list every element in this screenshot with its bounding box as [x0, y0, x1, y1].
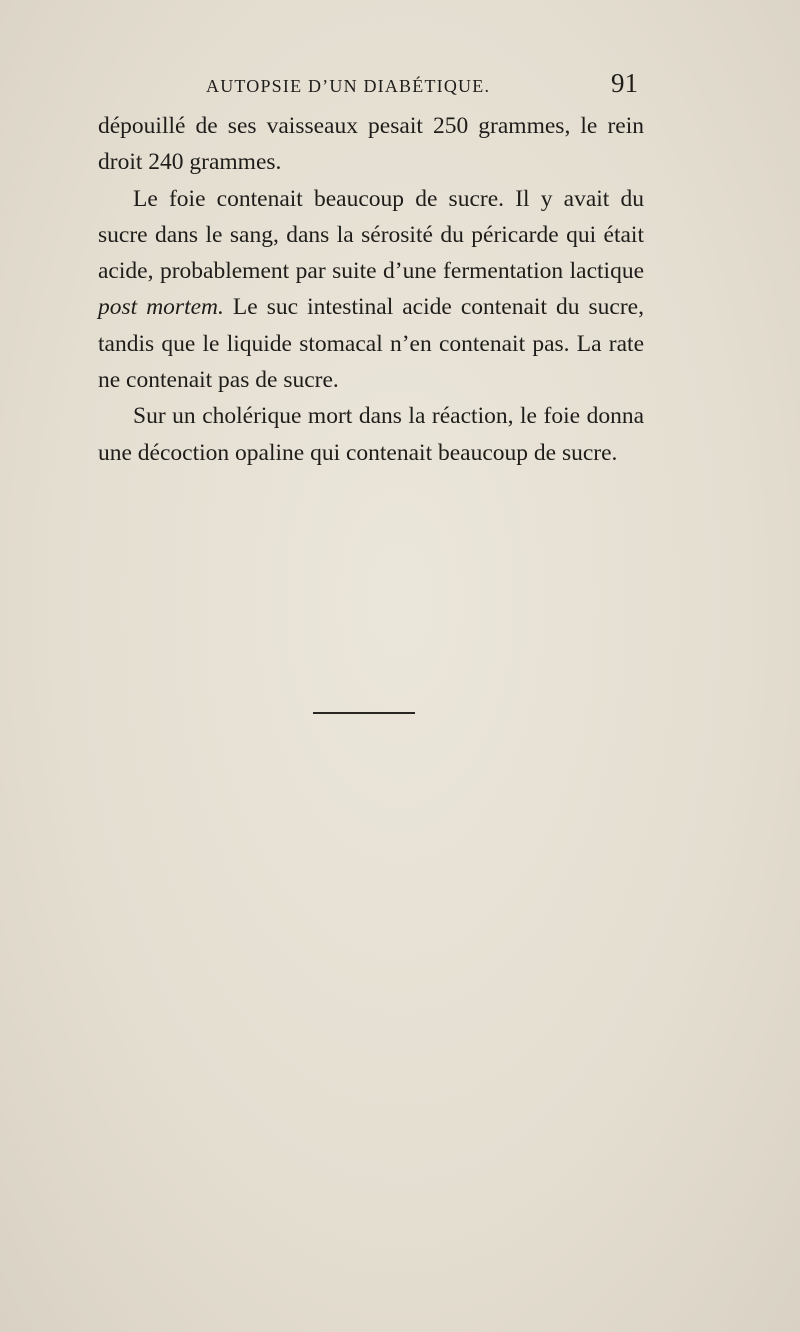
- paragraph-3: Sur un cholérique mort dans la réaction, le foie donna une décoction opaline qui contenait beaucoup de sucre.: [98, 403, 644, 466]
- paragraph-2-text-b: Le suc intestinal acide contenait du sucre, tandis que le liquide stomacal n’en contenait pas. La rate ne contenait pas de sucre.: [98, 294, 644, 394]
- page-header: [96, 68, 644, 104]
- page-number: 91: [611, 68, 638, 98]
- running-title: AUTOPSIE D’UN DIABÉTIQUE.: [206, 76, 491, 96]
- body-text: [98, 108, 644, 471]
- paragraph-1: dépouillé de ses vaisseaux pesait 250 grammes, le rein droit 240 grammes.: [98, 113, 644, 176]
- paragraph-2-italic: post mortem.: [98, 294, 224, 321]
- paragraph-2-text-a: Le foie contenait beaucoup de sucre. Il y avait du sucre dans le sang, dans la sérosité du péricarde qui était acide, probablement par suite d’une fermentation lactique: [98, 185, 644, 285]
- section-divider-rule: [313, 712, 415, 714]
- paragraph-2: [98, 181, 644, 399]
